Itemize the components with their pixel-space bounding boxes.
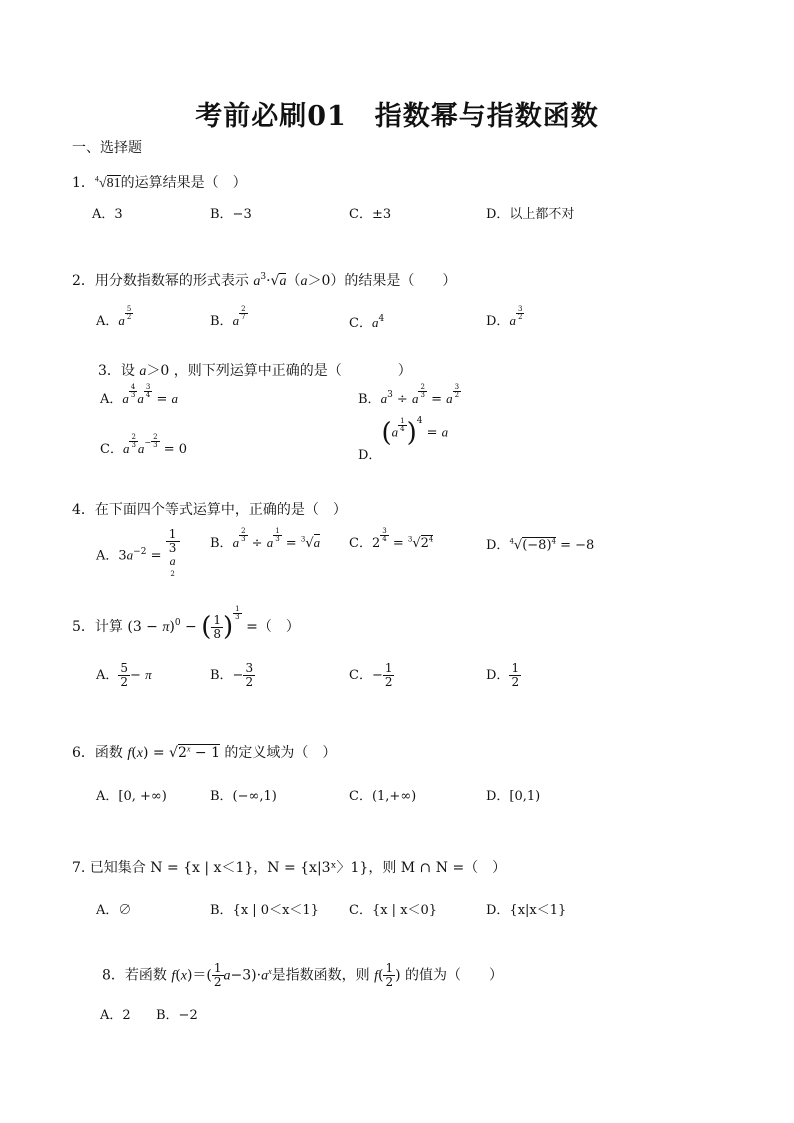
question-8-stem: 8．若函数 f(x)＝( $\frac{1}{2}$ $a-3)\cdot a^x$是指数函数，则 f( $\frac{1}{2}$ ) 的值为（ ） [102, 961, 504, 989]
q7-option-c[interactable]: C．{x | x＜0} [349, 903, 438, 918]
q5-option-b[interactable]: B．− $\frac{3}{2}$ [210, 661, 254, 689]
q5-option-c[interactable]: C．− $\frac{1}{2}$ [349, 661, 393, 689]
q6-option-d[interactable]: D．[0,1) [486, 789, 541, 804]
question-5-stem: 5．计算 $(3 - \pi)^0$ − ( $\frac{1}{8}$ ) $\frac{1}{3}$ =（ ） [72, 604, 300, 642]
q7-option-b[interactable]: B．{x | 0＜x＜1} [210, 903, 319, 918]
q5-option-d[interactable]: D． $\frac{1}{2}$ [486, 661, 520, 689]
question-1-stem: 1．$^4$√81的运算结果是（ ） [72, 174, 247, 191]
question-6-stem: 6．函数 $f(x) = √2^x - 1$ 的定义域为（ ） [72, 744, 337, 761]
q4-option-b[interactable]: B．a $\frac{2}{3}$ ÷ a $\frac{1}{3}$ = $^3$√a [210, 527, 321, 551]
question-7-stem: 7. 已知集合 N = {x | x＜1}，N = {x|3ˣ〉1}，则 M ∩ N =（ ） [72, 860, 507, 876]
q2-option-a[interactable]: A．a $\frac{5}{2}$ [96, 305, 132, 329]
page-title: 考前必刷01 指数幂与指数函数 [195, 101, 599, 132]
question-4-stem: 4．在下面四个等式运算中，正确的是（ ） [72, 502, 347, 518]
q3-option-a[interactable]: A．a $\frac{4}{3}$ a $\frac{3}{4}$ = a [100, 383, 178, 407]
q3-option-b[interactable]: B．$a^3 \div a$ $\frac{2}{3}$ = a $\frac{3}{2}$ [358, 383, 460, 407]
q1-option-d[interactable]: D．以上都不对 [486, 207, 575, 222]
q7-option-d[interactable]: D．{x|x＜1} [486, 903, 567, 918]
q6-option-a[interactable]: A．[0, +∞) [96, 789, 167, 804]
q2-option-b[interactable]: B．a $\frac{2}{7}$ [210, 305, 246, 329]
q2-option-d[interactable]: D．a $\frac{3}{2}$ [486, 305, 523, 329]
q6-option-c[interactable]: C．(1,+∞) [349, 789, 417, 804]
q3-option-d[interactable]: D．(a $\frac{1}{4}$ )$^4$ = a [358, 415, 449, 463]
question-2-stem: 2．用分数指数幂的形式表示 $a^3\cdot√a(a>0)$的结果是（ ） [72, 272, 457, 289]
q4-option-c[interactable]: C．2 $\frac{3}{4}$ = $^3√2^4$ [349, 527, 434, 551]
q3-option-c[interactable]: C．a $\frac{2}{3}$ a− $\frac{2}{3}$ = 0 [100, 433, 188, 457]
q8-option-b[interactable]: B．−2 [156, 1008, 198, 1023]
q4-option-a[interactable]: A．$3a^{-2}$ = 1 3 a $^2$ [96, 528, 180, 584]
q8-option-a[interactable]: A．2 [100, 1008, 131, 1023]
q6-option-b[interactable]: B．(−∞,1) [210, 789, 277, 804]
q7-option-a[interactable]: A．∅ [96, 903, 132, 918]
q2-option-c[interactable]: C．$a^4$ [349, 314, 385, 331]
q1-option-c[interactable]: C．±3 [349, 207, 392, 222]
q5-option-a[interactable]: A． $\frac{5}{2}$ − π [96, 661, 152, 689]
q1-option-a[interactable]: A．3 [92, 207, 123, 222]
q4-option-d[interactable]: D．$^4√(-8)^4 = -8$ [486, 537, 595, 553]
q1-option-b[interactable]: B．−3 [210, 207, 252, 222]
question-3-stem: 3．设 a＞0 ，则下列运算中正确的是（ ） [98, 363, 412, 379]
section-heading: 一、选择题 [72, 140, 142, 156]
